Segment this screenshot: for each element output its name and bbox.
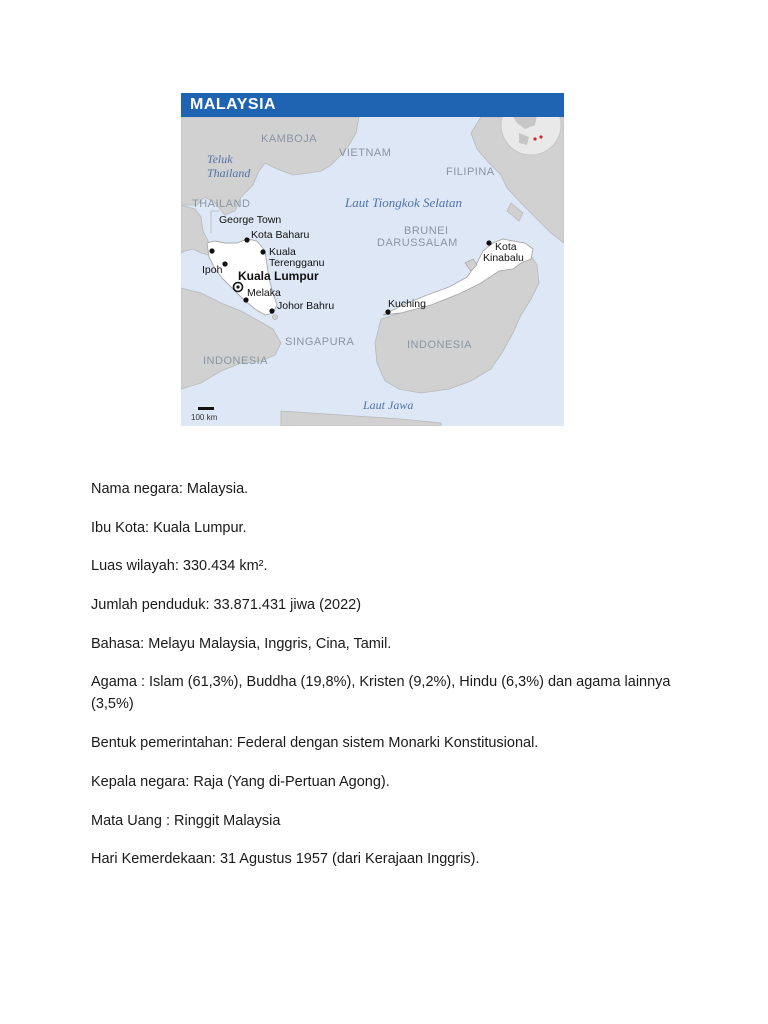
fact-agama: Agama : Islam (61,3%), Buddha (19,8%), Kristen (9,2%), Hindu (6,3%) dan agama lainnya (3,5%) [91, 674, 671, 713]
label-kinabalu: Kinabalu [483, 252, 524, 264]
kuching-dot [385, 309, 390, 314]
fact-nama-negara: Nama negara: Malaysia. [91, 481, 249, 497]
label-brunei: BRUNEI [404, 225, 449, 237]
label-george-town: George Town [219, 214, 282, 226]
label-darussalam: DARUSSALAM [377, 237, 458, 249]
fact-ibu-kota: Ibu Kota: Kuala Lumpur. [91, 519, 247, 536]
ipoh-dot [222, 261, 227, 266]
george-town-dot [209, 248, 214, 253]
fact-bahasa: Bahasa: Melayu Malaysia, Inggris, Cina, Tamil. [91, 635, 392, 652]
kota-baharu-dot [244, 237, 249, 242]
johor-bahru-dot [269, 308, 274, 313]
label-thailand-gulf: Thailand [207, 166, 251, 180]
label-singapura: SINGAPURA [285, 336, 355, 348]
label-kuching: Kuching [388, 298, 426, 310]
label-filipina: FILIPINA [446, 166, 495, 178]
label-melaka: Melaka [247, 287, 281, 299]
label-kamboja: KAMBOJA [261, 133, 318, 145]
label-ipoh: Ipoh [202, 264, 223, 276]
kuala-terengganu-dot [260, 249, 265, 254]
label-kuala: Kuala [269, 246, 296, 258]
map-title: MALAYSIA [190, 96, 277, 113]
label-laut-tiongkok-selatan: Laut Tiongkok Selatan [345, 195, 462, 210]
label-indonesia-east: INDONESIA [407, 339, 473, 351]
fact-mata-uang: Mata Uang : Ringgit Malaysia [91, 812, 281, 829]
kota-kinabalu-dot [486, 240, 491, 245]
label-kuala-lumpur: Kuala Lumpur [238, 269, 319, 283]
label-laut-jawa: Laut Jawa [363, 398, 414, 412]
malaysia-map [181, 93, 564, 426]
fact-hari-kemerdekaan: Hari Kemerdekaan: 31 Agustus 1957 (dari Kerajaan Inggris). [91, 851, 480, 868]
map-title-bar [181, 93, 564, 117]
label-johor-bahru: Johor Bahru [277, 300, 335, 312]
singapore-island [273, 315, 278, 320]
fact-bentuk-pemerintahan: Bentuk pemerintahan: Federal dengan sistem Monarki Konstitusional. [91, 735, 539, 752]
label-terengganu: Terengganu [269, 257, 325, 269]
label-thailand: THAILAND [192, 198, 251, 210]
fact-jumlah-penduduk: Jumlah penduduk: 33.871.431 jiwa (2022) [91, 597, 362, 614]
country-facts [91, 478, 681, 887]
label-teluk: Teluk [207, 152, 233, 166]
scale-label: 100 km [191, 413, 218, 422]
label-indonesia-west: INDONESIA [203, 355, 269, 367]
fact-luas-wilayah: Luas wilayah: 330.434 km². [91, 558, 268, 575]
label-vietnam: VIETNAM [339, 147, 392, 159]
label-kota-baharu: Kota Baharu [251, 229, 310, 241]
scale-bar [198, 407, 214, 410]
fact-kepala-negara: Kepala negara: Raja (Yang di-Pertuan Agong). [91, 773, 390, 790]
label-kota: Kota [495, 241, 517, 253]
